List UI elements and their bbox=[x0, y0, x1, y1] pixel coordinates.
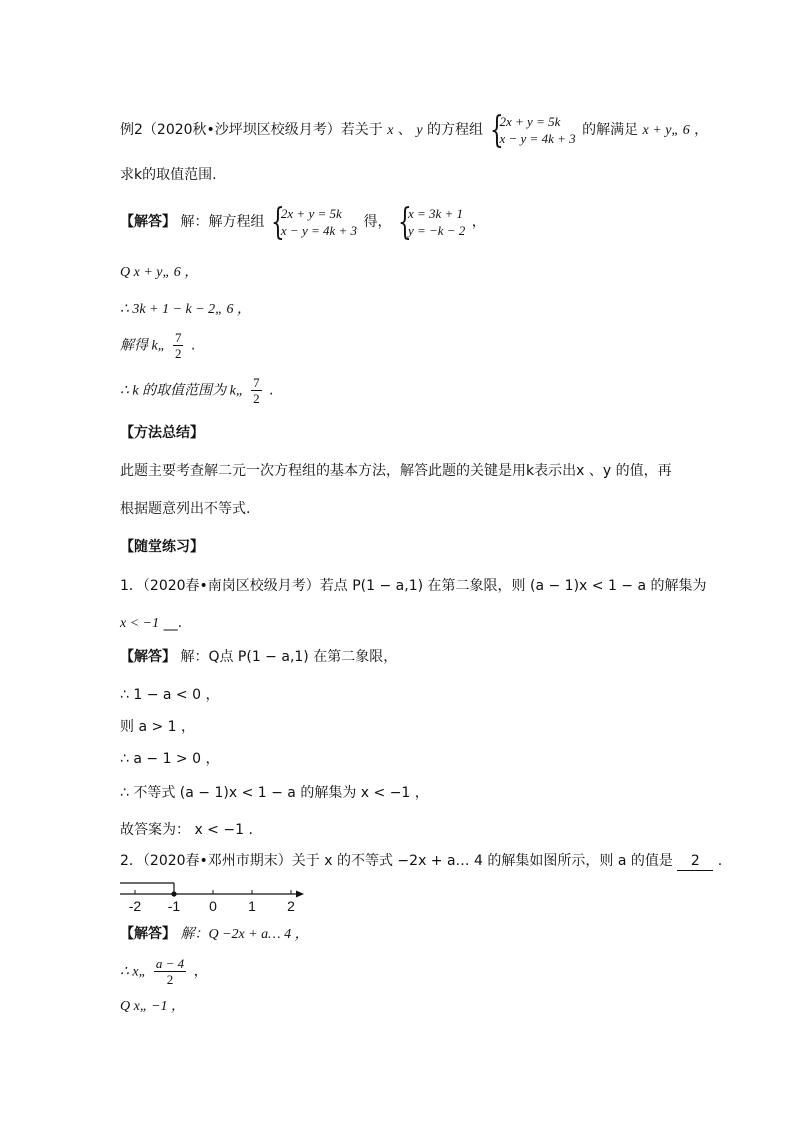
tick-label: -1 bbox=[167, 898, 181, 914]
var-x: x bbox=[387, 123, 394, 138]
numerator: a − 4 bbox=[155, 956, 185, 971]
q2-step: Q x„ −1 ， bbox=[120, 999, 186, 1014]
q1-step: 故答案为： x < −1 . bbox=[120, 822, 253, 838]
fraction bbox=[251, 375, 262, 406]
equation-2: x − y = 4k + 3 bbox=[499, 131, 576, 146]
practice-title: 【随堂练习】 bbox=[120, 539, 204, 555]
question-1-answer-line bbox=[120, 614, 182, 633]
equation-2: x − y = 4k + 3 bbox=[280, 223, 358, 238]
method-title: 【方法总结】 bbox=[120, 425, 204, 441]
text: 解得 k„ bbox=[120, 338, 166, 354]
q2-step bbox=[120, 956, 208, 987]
text: ， bbox=[193, 963, 208, 980]
question-1: 1．（2020春•南岗区校级月考）若点 P(1 − a,1) 在第二象限，则 (a − 1)x < 1 − a 的解集为 bbox=[120, 578, 707, 594]
text: 的解满足 bbox=[582, 122, 639, 138]
q2-solution bbox=[120, 925, 309, 944]
q1-step: ∴ a − 1 > 0 ， bbox=[120, 751, 220, 767]
equation-1: 2x + y = 5k bbox=[499, 114, 561, 129]
brace-icon: { bbox=[397, 202, 412, 243]
tick-label: 2 bbox=[287, 898, 295, 914]
result-2: y = −k − 2 bbox=[407, 223, 466, 238]
example-2-intro: 例2（2020秋•沙坪坝区校级月考）若关于 bbox=[120, 122, 383, 138]
step bbox=[120, 330, 195, 361]
tick-label: 1 bbox=[248, 898, 256, 914]
tick-label: -2 bbox=[128, 898, 142, 914]
text: 的方程组 bbox=[427, 122, 484, 138]
solution-line bbox=[120, 202, 486, 243]
equation-system bbox=[489, 110, 576, 151]
result-1: x = 3k + 1 bbox=[407, 206, 464, 221]
text: 解：解方程组 bbox=[180, 214, 265, 230]
text: ， bbox=[471, 214, 486, 230]
tick-label: 0 bbox=[209, 898, 217, 914]
example-2-line-2: 求k的取值范围. bbox=[120, 167, 217, 183]
q1-step: ∴ 1 − a < 0 ， bbox=[120, 687, 220, 703]
axis-arrow-icon bbox=[296, 891, 304, 898]
solution-label: 【解答】 bbox=[120, 649, 176, 665]
text: ∴ x„ bbox=[120, 964, 147, 980]
answer: x < −1 bbox=[120, 616, 160, 631]
step: Q x + y„ 6 ， bbox=[120, 265, 199, 280]
denominator: 2 bbox=[253, 391, 260, 406]
sep: 、 bbox=[397, 122, 412, 138]
denominator: 2 bbox=[166, 972, 174, 987]
var-y: y bbox=[416, 123, 423, 138]
method-line-1: 此题主要考查解二元一次方程组的基本方法，解答此题的关键是用k表示出x 、y 的值，再 bbox=[120, 463, 672, 479]
answer: 2 bbox=[677, 852, 713, 871]
q1-solution bbox=[120, 648, 397, 666]
text: . bbox=[190, 337, 196, 354]
question-2 bbox=[120, 852, 722, 871]
step bbox=[120, 375, 273, 406]
text: 解：Q点 P(1 − a,1) 在第二象限， bbox=[180, 649, 398, 665]
number-line bbox=[118, 876, 318, 916]
equation-1: 2x + y = 5k bbox=[280, 206, 342, 221]
condition: x + y„ 6 bbox=[642, 123, 690, 138]
numerator: 7 bbox=[253, 375, 260, 390]
text: 得， bbox=[363, 214, 392, 230]
text: . bbox=[269, 382, 274, 399]
method-line-2: 根据题意列出不等式. bbox=[120, 501, 251, 517]
solution-label: 【解答】 bbox=[120, 926, 176, 942]
text: ∴ k 的取值范围为 k„ bbox=[120, 383, 244, 399]
brace-icon: { bbox=[489, 110, 504, 151]
result-system bbox=[397, 202, 466, 243]
fraction bbox=[154, 956, 186, 987]
q1-step: ∴ 不等式 (a − 1)x < 1 − a 的解集为 x < −1 ， bbox=[120, 785, 429, 801]
denominator: 2 bbox=[174, 346, 182, 361]
text: . bbox=[717, 853, 723, 869]
numerator: 7 bbox=[174, 330, 182, 345]
solution-label: 【解答】 bbox=[120, 214, 176, 230]
text: ， bbox=[694, 122, 709, 138]
equation-system bbox=[270, 202, 358, 243]
text: 解：Q −2x + a… 4 ， bbox=[180, 927, 309, 942]
example-2-line bbox=[120, 110, 709, 151]
brace-icon: { bbox=[270, 202, 285, 243]
fraction bbox=[173, 330, 184, 361]
text: 2．（2020春•邓州市期末）关于 x 的不等式 −2x + a… 4 的解集如图所示，则 a 的值是 bbox=[120, 853, 673, 869]
q1-step: 则 a > 1 ， bbox=[120, 719, 196, 735]
step: ∴ 3k + 1 − k − 2„ 6 ， bbox=[120, 302, 251, 317]
text: __. bbox=[163, 615, 183, 631]
